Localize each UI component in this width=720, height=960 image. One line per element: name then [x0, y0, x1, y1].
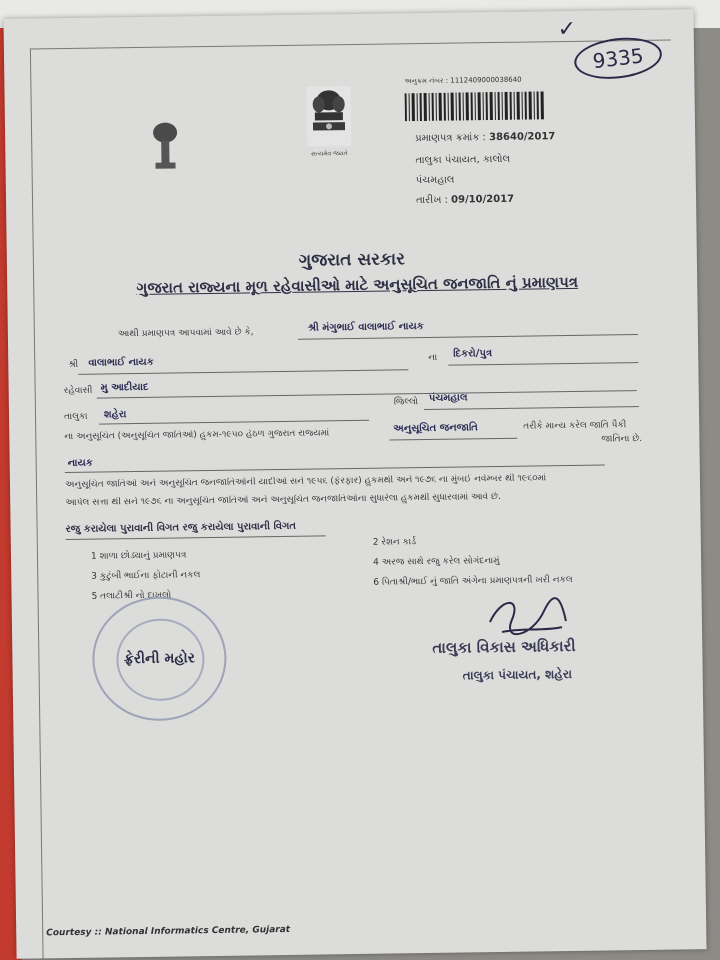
- relation-value: દિકરો/પુત્ર: [453, 348, 493, 360]
- village-label: રહેવાસી: [63, 385, 93, 397]
- doc-item-6: 6 પિતાશ્રી/ભાઈ નું જાતિ અંગેના પ્રમાણપત્રની ખરી નકલ: [373, 574, 573, 588]
- government-heading: ગુજરાત સરકાર: [298, 249, 406, 271]
- order-text: ના અનુસૂચિત (અનુસૂચિત જાતિઓ) હુકમ-૧૯૫૦ હેઠળ ગુજરાત રાજ્યમાં: [64, 428, 330, 443]
- doc-item-5: 5 તલાટીશ્રી નો દાખલો: [91, 590, 172, 602]
- certificate-sheet: [3, 9, 706, 959]
- barcode-number: અનુક્રમ નંબર : 1112409000038640: [404, 75, 522, 86]
- district-label: જિલ્લો: [393, 397, 419, 408]
- doc-item-3: 3 કુટુંબી ભાઈના ફોટાની નકલ: [91, 570, 201, 582]
- doc-item-2: 2 રેશન કાર્ડ: [372, 537, 417, 548]
- office-line-2: પંચમહાલ: [415, 174, 455, 187]
- paragraph-line-2: આપેલ સત્તા થી સને ૧૯૭૬ ના અનુસૂચિત જાતિઓ અને અનુસૂચિત જનજાતિઓના સુધારેલા હુકમથી સુધારવામાં આવે છે.: [65, 491, 501, 509]
- documents-heading: રજુ કરાયેલા પુરાવાની વિગત રજુ કરાયેલા પુરાવાની વિગત: [65, 520, 297, 536]
- date-row: [416, 194, 514, 206]
- applicant-name: શ્રી મંગુભાઈ વાલાભાઈ નાયક: [307, 321, 424, 334]
- issue-date: 09/10/2017: [451, 193, 515, 206]
- father-prefix: શ્રી: [68, 359, 79, 370]
- certificate-number: 38640/2017: [489, 131, 556, 144]
- district-value: પંચમહાલ: [428, 392, 468, 404]
- signature-icon: [482, 591, 573, 642]
- date-label: તારીખ :: [415, 194, 449, 207]
- category-value: અનુસૂચિત જનજાતિ: [393, 422, 478, 435]
- doc-item-1: 1 શાળા છોડ્યાનું પ્રમાણપત્ર: [90, 550, 187, 562]
- caste-value: નાયક: [67, 457, 93, 470]
- handwritten-number: 9335: [572, 33, 664, 83]
- barcode-icon: [405, 91, 545, 121]
- signatory-office: તાલુકા પંચાયત, શહેરા: [462, 666, 573, 683]
- intro-text: આથી પ્રમાણપત્ર આપવામાં આવે છે કે,: [117, 327, 254, 340]
- seal-text: ફ્રેરીની મહોર: [123, 650, 196, 668]
- signatory-title: તાલુકા વિકાસ અધિકારી: [432, 636, 576, 657]
- taluka-label: તાલુકા: [63, 411, 88, 423]
- lion-emblem-icon: [145, 116, 186, 177]
- checkmark-icon: ✓: [557, 16, 577, 43]
- relation-label: ના: [428, 352, 438, 363]
- paragraph-line-1: અનુસૂચિત જાતિઓ અને અનુસૂચિત જનજાતિઓની યાદીઓ સને ૧૯૫૬ (ફેરફાર) હુકમથી અને ૧૯૭૬ ના મુંબઈ નવેમ્બર થી ૧૯૬૦માં: [64, 473, 547, 491]
- certificate-number-row: [415, 131, 555, 144]
- caste-label: જાતિના છે.: [601, 433, 643, 445]
- doc-item-4: 4 અરજ સાથે રજુ કરેલ સોગંદનામું: [373, 555, 500, 568]
- footer-courtesy: Courtesy :: National Informatics Centre, Gujarat: [46, 924, 291, 939]
- village-value: મુ આદીયાદ: [100, 381, 149, 394]
- certificate-number-label: પ્રમાણપત્ર ક્રમાંક :: [415, 132, 486, 145]
- father-name: વાલાભાઈ નાયક: [88, 356, 154, 369]
- taluka-value: શહેરા: [103, 409, 127, 421]
- emblem-caption: સત્યમેવ જયતે: [310, 150, 348, 158]
- office-line-1: તાલુકા પંચાયત, કાલોલ: [415, 153, 511, 167]
- recognized-text: તરીકે માન્ય કરેલ જાતિ પૈકી: [523, 420, 627, 432]
- certificate-title: ગુજરાત રાજ્યના મૂળ રહેવાસીઓ માટે અનુસૂચિત જનજાતિ નું પ્રમાણપત્ર: [136, 272, 579, 298]
- national-emblem-icon: [304, 84, 353, 151]
